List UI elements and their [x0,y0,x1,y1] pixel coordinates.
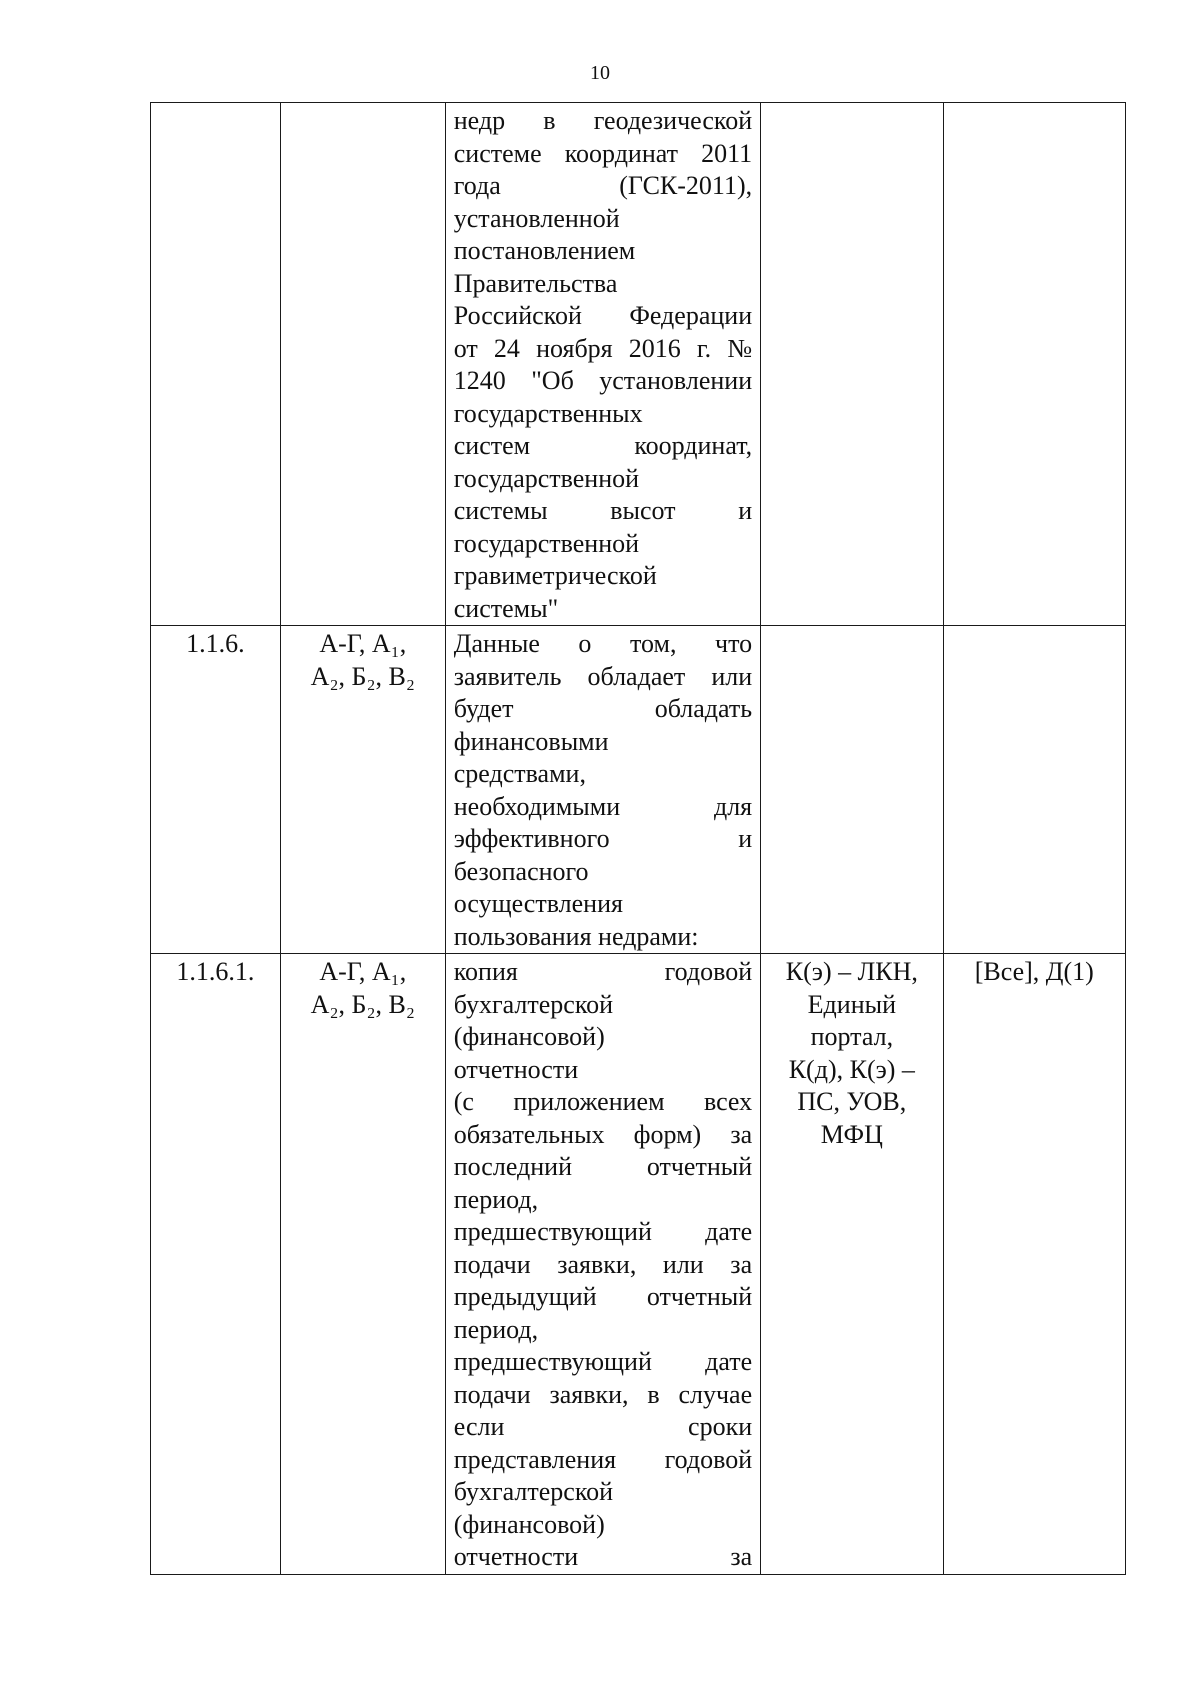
description-line: системе координат 2011 [453,138,753,168]
submission-line: ПС, УОВ, [797,1087,907,1116]
description-line: подачи заявки, в случае [453,1379,753,1409]
cell-document-description [445,103,760,626]
description-line: систем координат, [453,431,753,460]
description-line: финансовыми [453,726,609,756]
description-line: период, [453,1314,539,1344]
description-line: подачи заявки, или за [453,1249,753,1279]
document-table [150,102,1126,1575]
description-line: предшествующий дате [453,1347,753,1376]
table-row [151,626,1126,954]
cell-submission-method [761,954,943,1575]
description-line: государственной [453,528,640,558]
description-line: заявитель обладает или [453,661,753,691]
submission-line: портал, [810,1022,894,1051]
description-line: обязательных форм) за [453,1119,753,1149]
cell-document-form [943,626,1125,954]
cell-document-form [943,954,1125,1575]
description-line: пользования недрами: [453,921,699,951]
form-line: [Все], Д(1) [974,957,1094,986]
description-line: представления годовой [453,1444,753,1474]
cell-applicant-categories [280,626,445,954]
table-row [151,954,1126,1575]
cell-submission-method [761,626,943,954]
description-line: средствами, [453,759,586,788]
category-line: А-Г, А₁, [319,629,407,658]
description-line: государственной [453,463,640,493]
description-line: системы высот и [453,496,753,525]
description-line: государственных [453,398,643,428]
description-line: безопасного [453,856,589,886]
description-line: от 24 ноября 2016 г. № [453,333,753,363]
description-line: (с приложением всех [453,1087,753,1116]
description-line: постановлением [453,236,636,265]
description-line: Правительства [453,268,618,298]
submission-line: К(д), К(э) – [788,1054,915,1084]
submission-line: МФЦ [820,1119,883,1149]
description-line: отчетности [453,1054,579,1084]
page-number: 10 [590,62,610,84]
submission-line: Единый [807,989,896,1019]
item-number: 1.1.6. [186,629,245,658]
description-line: недр в геодезической [453,106,753,135]
category-line: А₂, Б₂, В₂ [310,661,415,691]
cell-submission-method [761,103,943,626]
description-line: установленной [453,203,620,233]
cell-applicant-categories [280,103,445,626]
cell-item-number [151,103,281,626]
cell-document-description [445,954,760,1575]
description-line: последний отчетный [453,1152,753,1181]
table-row [151,103,1126,626]
description-line: будет обладать [453,694,753,723]
description-line: бухгалтерской [453,989,614,1019]
item-number: 1.1.6.1. [176,957,255,986]
cell-applicant-categories [280,954,445,1575]
description-line: отчетности за [453,1542,753,1571]
description-line: предыдущий отчетный [453,1282,753,1311]
description-line: необходимыми для [453,791,753,821]
description-line: эффективного и [453,824,753,853]
description-line: Данные о том, что [453,629,753,658]
description-line: период, [453,1184,539,1214]
cell-document-form [943,103,1125,626]
description-line: бухгалтерской [453,1477,614,1506]
description-line: 1240 "Об установлении [453,366,753,395]
cell-item-number [151,626,281,954]
description-line: предшествующий дате [453,1217,753,1246]
cell-item-number [151,954,281,1575]
cell-document-description [445,626,760,954]
category-line: А-Г, А₁, [319,957,407,986]
description-line: осуществления [453,889,623,918]
description-line: (финансовой) [453,1022,605,1051]
description-line: системы" [453,593,559,623]
description-line: гравиметрической [453,561,657,590]
description-line: (финансовой) [453,1509,605,1539]
description-line: копия годовой [453,957,753,986]
category-line: А₂, Б₂, В₂ [310,989,415,1019]
submission-line: К(э) – ЛКН, [785,957,918,986]
description-line: если сроки [453,1412,753,1441]
description-line: Российской Федерации [453,301,753,330]
description-line: года (ГСК-2011), [453,171,753,200]
